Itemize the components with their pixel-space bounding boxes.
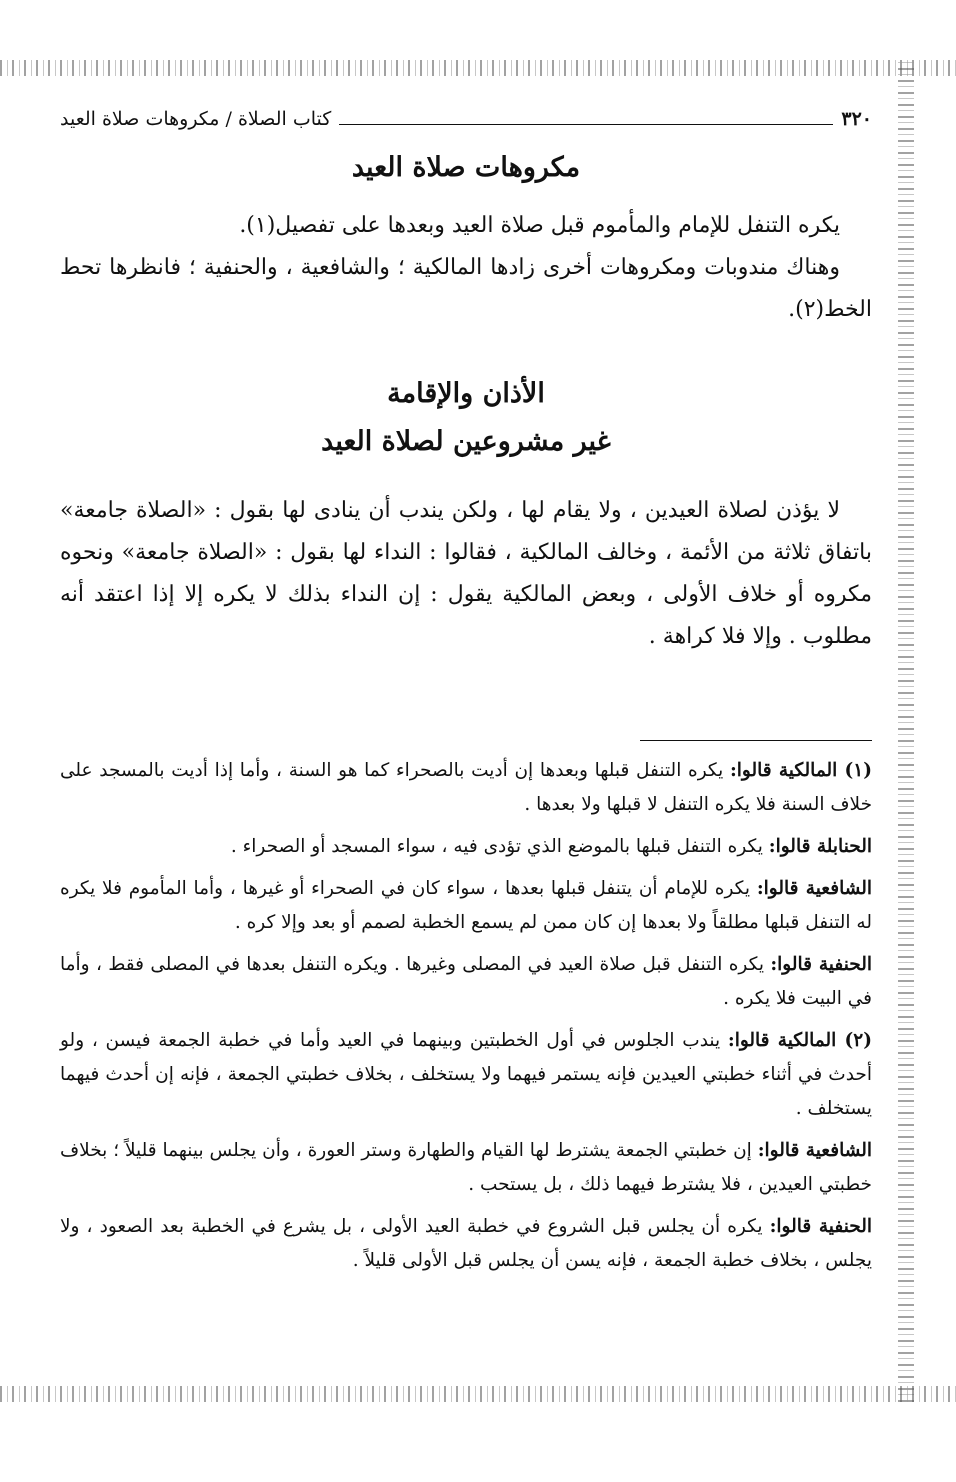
footnote-label: (١) المالكية قالوا: (729, 760, 872, 781)
header-rule (339, 114, 833, 125)
section-title-adhan: الأذان والإقامة (387, 378, 545, 409)
footnote-text: إن خطبتي الجمعة يشترط لها القيام والطهارة وستر العورة ، وأن يجلس بينهما قليلاً ؛ بخلاف خطبتي العيدين ، فلا يشترط فيهما ذلك ، بل يستحب . (60, 1140, 872, 1195)
footnotes (60, 754, 872, 1286)
footnote-text: يندب الجلوس في أول الخطبتين وبينهما في العيد وأما في خطبة الجمعة فيسن ، ولو أحدث في أثناء خطبتي العيدين فإنه يستمر فيهما ولا يستخلف ، بخلاف خطبتي الجمعة ، فإنه إن أحدث فيهما يستخلف . (60, 1030, 872, 1119)
footnote (60, 830, 872, 864)
footnote-label: الحنابلة قالوا: (768, 836, 872, 857)
footnote-label: (٢) المالكية قالوا: (727, 1030, 872, 1051)
footnote-label: الحنفية قالوا: (769, 1216, 873, 1237)
section-intro (60, 205, 872, 331)
page-number: ٣٢٠ (841, 108, 872, 130)
footnote-label: الحنفية قالوا: (770, 954, 872, 975)
footnote (60, 948, 872, 1016)
footnote-text: يكره التنفل قبلها وبعدها إن أديت بالصحراء كما هو السنة ، وأما إذا أديت بالمسجد على خلاف السنة فلا يكره التنفل لا قبلها ولا بعدها . (60, 760, 872, 815)
decorative-border-top (0, 60, 956, 76)
paragraph: وهناك مندوبات ومكروهات أخرى زادها المالكية ؛ والشافعية ، والحنفية ؛ فانظرها تحط الخط(٢). (60, 255, 872, 322)
footnote-label: الشافعية قالوا: (756, 878, 872, 899)
footnote (60, 1024, 872, 1126)
footnote (60, 1134, 872, 1202)
footnote-text: يكره التنفل قبل صلاة العيد في المصلى وغيرها . ويكره التنفل بعدها في المصلى فقط ، وأما في البيت فلا يكره . (60, 954, 872, 1009)
decorative-border-right (898, 60, 914, 1402)
section-subtitle-adhan: غير مشروعين لصلاة العيد (321, 426, 611, 457)
footnote-text: يكره التنفل قبلها بالموضع الذي تؤدى فيه ، سواء المسجد أو الصحراء . (230, 836, 769, 857)
footnote-text: يكره للإمام أن يتنفل قبلها بعدها ، سواء كان في الصحراء أو غيرها ، وأما المأموم فلا يكره له التنفل قبلها مطلقاً ولا بعدها إن كان ممن لم يسمع الخطبة لصمم أو بعد وإلا كره . (60, 878, 872, 933)
decorative-border-bottom (0, 1386, 956, 1402)
paragraph: يكره التنفل للإمام والمأموم قبل صلاة العيد وبعدها على تفصيل(١). (239, 213, 840, 238)
footnote (60, 872, 872, 940)
footnote-divider (640, 740, 872, 741)
footnote-label: الشافعية قالوا: (757, 1140, 872, 1161)
paragraph: لا يؤذن لصلاة العيدين ، ولا يقام لها ، ولكن يندب أن ينادى لها بقول : «الصلاة جامعة» باتفاق ثلاثة من الأئمة ، وخالف المالكية ، فقالوا : النداء لها بقول : «الصلاة جامعة» ونحوه مكروه أو خلاف الأولى ، وبعض المالكية يقول : إن النداء بذلك لا يكره إلا إذا اعتقد أنه مطلوب . وإلا فلا كراهة . (60, 498, 872, 649)
footnote-text: يكره أن يجلس قبل الشروع في خطبة العيد الأولى ، بل يشرع في الخطبة بعد الصعود ، ولا يجلس ، بخلاف خطبة الجمعة ، فإنه يسن أن يجلس قبل الأولى قليلاً . (60, 1216, 872, 1271)
footnote (60, 754, 872, 822)
running-title: كتاب الصلاة / مكروهات صلاة العيد (60, 108, 332, 130)
section-title-makruhat: مكروهات صلاة العيد (351, 152, 581, 183)
footnote (60, 1210, 872, 1278)
running-header (60, 104, 872, 134)
section-body (60, 490, 872, 658)
